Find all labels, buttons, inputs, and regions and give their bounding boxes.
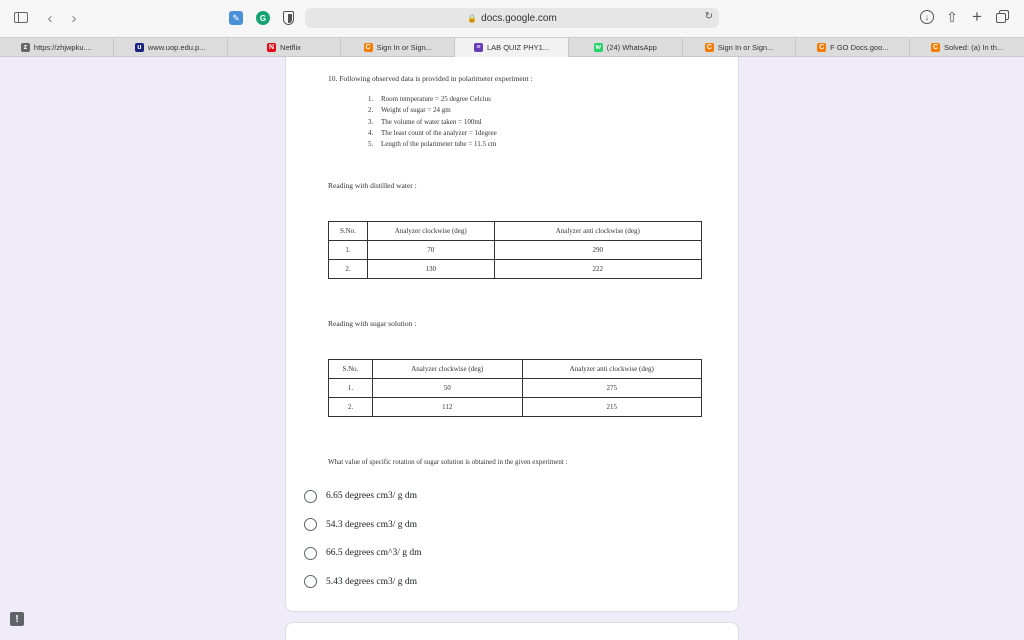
tab-favicon-icon: C bbox=[706, 44, 712, 51]
given-data-item bbox=[368, 94, 497, 105]
answer-option[interactable] bbox=[304, 574, 417, 590]
browser-tab[interactable] bbox=[455, 38, 569, 57]
download-icon[interactable]: ↓ bbox=[920, 10, 934, 24]
table-cell: 1. bbox=[329, 379, 373, 398]
table-cell: 1. bbox=[329, 241, 368, 260]
item-number: 2. bbox=[368, 106, 374, 115]
tab-favicon-icon: N bbox=[269, 44, 275, 51]
tab-label: F GO Docs.goo... bbox=[830, 43, 889, 52]
option-label: 6.65 degrees cm3/ g dm bbox=[326, 491, 418, 501]
radio-button[interactable] bbox=[304, 518, 317, 531]
browser-tab[interactable] bbox=[683, 38, 797, 57]
browser-toolbar bbox=[0, 0, 1024, 37]
tab-label: (24) WhatsApp bbox=[606, 43, 657, 52]
item-text: Room temperature = 25 degree Celcius bbox=[381, 95, 491, 103]
radio-button[interactable] bbox=[304, 547, 317, 560]
table-cell: 70 bbox=[367, 241, 494, 260]
water-reading-table bbox=[328, 221, 702, 279]
item-text: The least count of the analyzer = 1degree bbox=[381, 128, 497, 137]
new-tab-icon[interactable]: + bbox=[972, 7, 982, 26]
radio-button[interactable] bbox=[304, 575, 317, 588]
item-text: The volume of water taken = 100ml bbox=[381, 117, 482, 126]
option-label: 5.43 degrees cm3/ g dm bbox=[326, 576, 418, 587]
sugar-reading-table bbox=[328, 359, 702, 417]
tab-favicon-icon: C bbox=[819, 44, 825, 51]
given-data-item bbox=[368, 139, 497, 150]
tab-label: Netflix bbox=[280, 43, 301, 52]
item-number: 3. bbox=[368, 117, 374, 126]
table-row bbox=[329, 379, 702, 398]
sugar-reading-label: Reading with sugar solution : bbox=[328, 319, 417, 328]
item-text: Weight of sugar = 24 gm bbox=[381, 106, 451, 115]
table-cell: 222 bbox=[494, 260, 701, 279]
browser-tab[interactable] bbox=[341, 38, 455, 57]
table-header-cell: Analyzer anti clockwise (deg) bbox=[522, 360, 702, 379]
table-cell: 275 bbox=[522, 379, 702, 398]
table-cell: 290 bbox=[494, 241, 701, 260]
browser-tab[interactable] bbox=[114, 38, 228, 57]
tab-label: Sign In or Sign... bbox=[717, 43, 774, 52]
table-row bbox=[329, 260, 702, 279]
table-cell: 2. bbox=[329, 398, 373, 417]
tab-favicon-icon: u bbox=[135, 43, 144, 52]
table-header-row bbox=[329, 360, 702, 379]
table-header-cell: Analyzer clockwise (deg) bbox=[372, 360, 522, 379]
lock-icon: 🔒 bbox=[467, 13, 478, 23]
given-data-item bbox=[368, 117, 497, 128]
item-number: 5. bbox=[368, 140, 374, 149]
water-reading-label: Reading with distilled water : bbox=[328, 181, 417, 190]
forward-icon[interactable]: › bbox=[71, 9, 77, 27]
table-row bbox=[329, 241, 702, 260]
tab-favicon-icon: z bbox=[21, 43, 30, 52]
table-cell: 215 bbox=[522, 398, 702, 417]
next-card bbox=[285, 622, 739, 640]
table-cell: 130 bbox=[367, 260, 494, 279]
browser-tab[interactable] bbox=[569, 38, 683, 57]
browser-tab[interactable] bbox=[796, 38, 910, 57]
item-text: Length of the polarimeter tube = 11.5 cm bbox=[381, 140, 497, 149]
table-header-cell: Analyzer anti clockwise (deg) bbox=[494, 222, 701, 241]
share-icon[interactable]: ⇧ bbox=[946, 8, 958, 25]
given-data-list bbox=[368, 94, 497, 150]
tab-label: Sign In or Sign... bbox=[376, 43, 432, 52]
tab-favicon-icon: C bbox=[365, 44, 371, 51]
table-cell: 112 bbox=[372, 398, 522, 417]
table-header-cell: S.No. bbox=[329, 360, 373, 379]
tab-overview-icon[interactable] bbox=[996, 10, 1010, 24]
tab-bar bbox=[0, 37, 1024, 57]
question-title: 10. Following observed data is provided in polarimeter experiment : bbox=[328, 74, 533, 83]
answer-option[interactable] bbox=[304, 545, 421, 561]
given-data-item bbox=[368, 128, 497, 139]
item-number: 1. bbox=[368, 95, 374, 103]
privacy-shield-icon[interactable] bbox=[283, 11, 294, 25]
option-label: 66.5 degrees cm^3/ g dm bbox=[326, 548, 422, 558]
tab-label: www.uop.edu.p... bbox=[147, 43, 206, 52]
tab-label: Solved: (a) In th... bbox=[944, 43, 1004, 52]
sidebar-icon[interactable] bbox=[14, 12, 28, 23]
given-data-item bbox=[368, 105, 497, 116]
tab-label: LAB QUIZ PHY1... bbox=[486, 43, 550, 52]
table-cell: 2. bbox=[329, 260, 368, 279]
option-label: 54.3 degrees cm3/ g dm bbox=[326, 519, 418, 530]
radio-button[interactable] bbox=[304, 490, 317, 503]
answer-option[interactable] bbox=[304, 517, 417, 533]
answer-option[interactable] bbox=[304, 488, 417, 504]
question-prompt: What value of specific rotation of sugar solution is obtained in the given experiment : bbox=[328, 458, 568, 466]
tab-favicon-icon: ≡ bbox=[474, 43, 483, 52]
url-text: docs.google.com bbox=[481, 12, 557, 24]
address-bar[interactable] bbox=[305, 8, 719, 28]
tab-favicon-icon: C bbox=[933, 44, 939, 51]
back-icon[interactable]: ‹ bbox=[47, 9, 53, 27]
table-row bbox=[329, 398, 702, 417]
table-header-cell: S.No. bbox=[329, 222, 368, 241]
browser-tab[interactable] bbox=[910, 38, 1024, 57]
feedback-icon[interactable]: ! bbox=[10, 612, 24, 626]
browser-tab[interactable] bbox=[228, 38, 342, 57]
table-header-cell: Analyzer clockwise (deg) bbox=[367, 222, 494, 241]
table-cell: 50 bbox=[372, 379, 522, 398]
grammarly-icon[interactable]: G bbox=[256, 11, 270, 25]
table-header-row bbox=[329, 222, 702, 241]
tab-favicon-icon: w bbox=[595, 44, 601, 51]
extension-pen-icon[interactable]: ✎ bbox=[229, 11, 243, 25]
tab-label: https://zhjwpku.... bbox=[33, 43, 92, 52]
browser-tab[interactable] bbox=[0, 38, 114, 57]
reload-icon[interactable]: ↻ bbox=[704, 11, 713, 22]
item-number: 4. bbox=[368, 128, 374, 137]
question-card bbox=[285, 57, 739, 612]
